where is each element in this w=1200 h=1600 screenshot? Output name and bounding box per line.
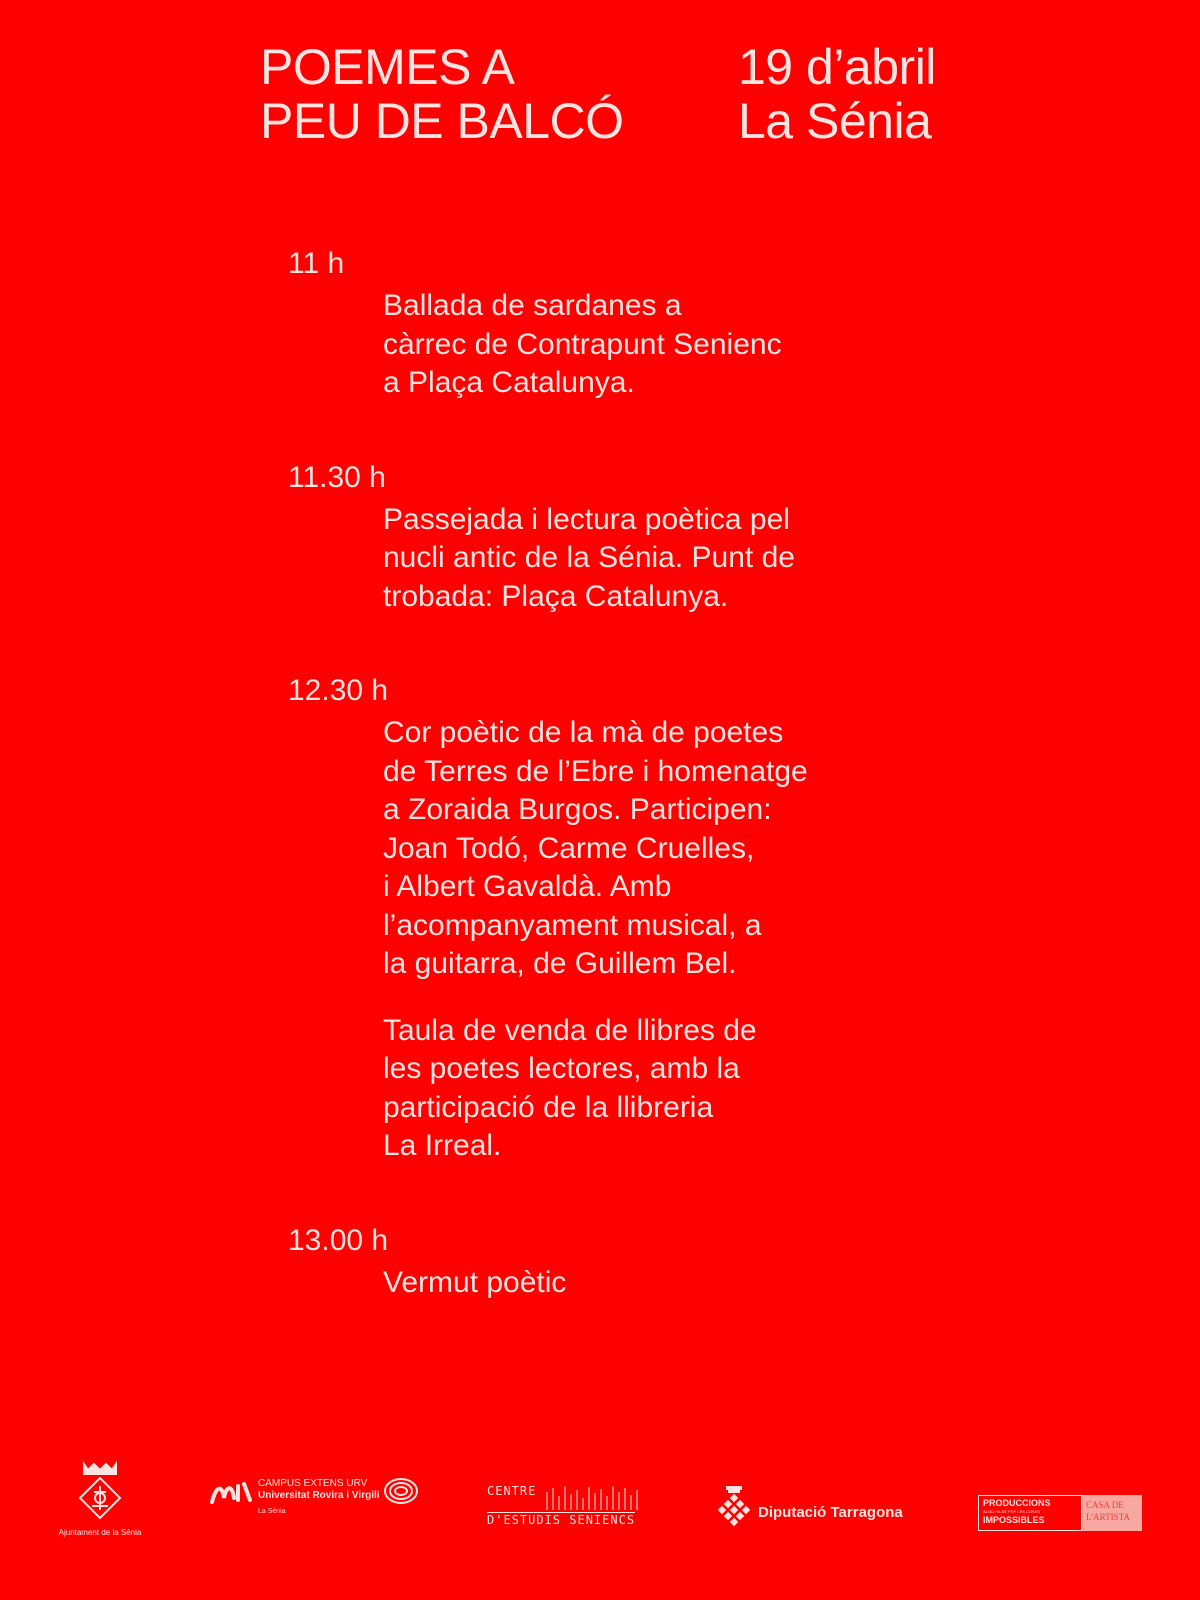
description-line: La Irreal. (383, 1129, 502, 1162)
produccions-line-2: IMPOSSIBLES (983, 1515, 1045, 1525)
ajuntament-logo (50, 1460, 150, 1538)
casa-line-2: L'ARTISTA (1086, 1512, 1130, 1522)
program-extra-description (383, 1012, 988, 1166)
swirl-icon (383, 1476, 419, 1506)
produccions-line-1: PRODUCCIONS (983, 1498, 1051, 1508)
diputacio-tarragona-logo (716, 1486, 921, 1526)
program-time: 11 h (288, 247, 345, 280)
urv-university-name: Universitat Rovira i Virgili (258, 1490, 380, 1501)
description-line: l’acompanyament musical, a (383, 908, 762, 942)
urv-text-block (258, 1478, 380, 1518)
program-description (383, 1264, 988, 1303)
urv-line-3: La Sénia (258, 1508, 286, 1515)
urv-line-1: CAMPUS EXTENS URV (258, 1478, 368, 1489)
event-place: La Sénia (738, 93, 932, 149)
description-line: i Albert Gavaldà. Amb (383, 870, 672, 903)
description-line: a Zoraida Burgos. Participen: (383, 793, 772, 826)
description-line: Taula de venda de llibres de (383, 1013, 757, 1047)
event-date: 19 d’abril (738, 39, 936, 95)
description-line: Ballada de sardanes a (383, 289, 682, 322)
casa-line-1: CASA DE (1086, 1500, 1124, 1510)
poster-title (260, 40, 624, 148)
casa-artista-box (1082, 1495, 1142, 1531)
description-line: de Terres de l’Ebre i homenatge (383, 754, 808, 788)
urv-mark-icon (208, 1478, 254, 1508)
description-line: Joan Todó, Carme Cruelles, (383, 831, 755, 865)
barcode-skyline-icon (543, 1484, 643, 1510)
event-info (738, 40, 936, 148)
program-item (288, 672, 988, 1166)
diputacio-label: Diputació Tarragona (758, 1504, 903, 1521)
town-shield-icon (74, 1460, 126, 1524)
program-description (383, 501, 988, 617)
program-time: 12.30 h (288, 674, 389, 707)
produccions-impossibles-logo (978, 1495, 1146, 1533)
centre-line-2: D'ESTUDIS SENIENCS (487, 1513, 636, 1527)
description-line: nucli antic de la Sénia. Punt de (383, 541, 795, 574)
description-line: la guitarra, de Guillem Bel. (383, 947, 737, 980)
diputacio-diamond-icon (716, 1486, 752, 1530)
description-line: a Plaça Catalunya. (383, 366, 635, 399)
program-schedule (288, 245, 988, 1358)
program-item (288, 459, 988, 617)
centre-estudis-seniencs-logo (483, 1484, 653, 1532)
urv-line-2 (258, 1490, 380, 1502)
description-line: càrrec de Contrapunt Senienc (383, 327, 782, 361)
title-line-2: PEU DE BALCÓ (260, 93, 624, 149)
campus-extens-urv-logo (208, 1476, 423, 1526)
program-time: 11.30 h (288, 460, 386, 494)
description-line: Vermut poètic (383, 1265, 567, 1299)
centre-line-1: CENTRE (487, 1484, 537, 1498)
description-line: trobada: Plaça Catalunya. (383, 579, 729, 613)
sponsor-logos (0, 1460, 1200, 1550)
produccions-box (978, 1495, 1082, 1531)
program-description (383, 287, 988, 403)
description-line: Cor poètic de la mà de poetes (383, 716, 784, 749)
program-description (383, 714, 988, 984)
description-line: Passejada i lectura poètica pel (383, 502, 790, 536)
program-time: 13.00 h (288, 1223, 389, 1257)
program-item (288, 1222, 988, 1303)
produccions-tagline: ALGÚ HA DE FER LES COSES (983, 1509, 1040, 1514)
description-line: les poetes lectores, amb la (383, 1052, 740, 1085)
program-item (288, 245, 988, 403)
title-line-1: POEMES A (260, 39, 515, 95)
description-line: participació de la llibreria (383, 1090, 714, 1124)
ajuntament-caption: Ajuntament de la Sénia (58, 1528, 142, 1537)
